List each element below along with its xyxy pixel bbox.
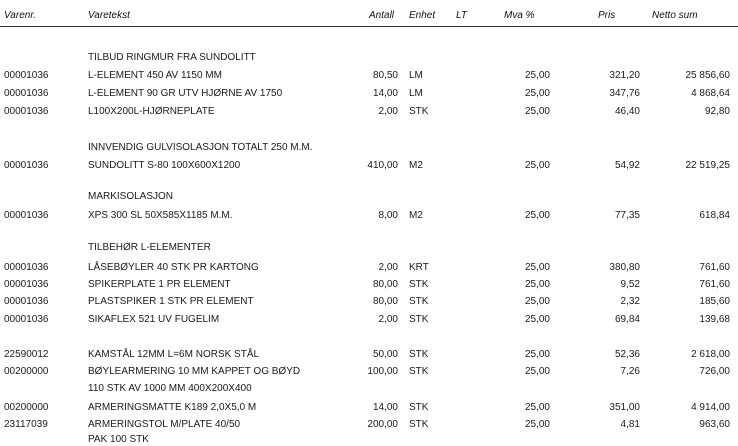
cell-varetekst: ARMERINGSTOL M/PLATE 40/50 [88, 419, 241, 430]
col-varenr-header: Varenr. [4, 10, 37, 21]
col-antall-header: Antall [369, 10, 395, 21]
cell-varetekst: SUNDOLITT S-80 100X600X1200 [88, 160, 241, 171]
col-mva-header: Mva % [504, 10, 535, 21]
cell-varetekst: L100X200L-HJØRNEPLATE [88, 106, 215, 117]
cell-netto: 22 519,25 [685, 160, 730, 171]
cell-pris: 52,36 [614, 349, 640, 360]
cell-netto: 139,68 [699, 314, 730, 325]
cell-varenr: 00200000 [4, 366, 49, 377]
cell-varetekst: LÅSEBØYLER 40 STK PR KARTONG [88, 262, 259, 273]
cell-mva: 25,00 [524, 419, 550, 430]
cell-varetekst: XPS 300 SL 50X585X1185 M.M. [88, 210, 233, 221]
cell-netto: 92,80 [704, 106, 730, 117]
cell-pris: 46,40 [614, 106, 640, 117]
cell-antall: 80,00 [372, 279, 398, 290]
cell-varetekst: KAMSTÅL 12MM L=6M NORSK STÅL [88, 349, 260, 360]
cell-pris: 4,81 [620, 419, 640, 430]
cell-antall: 200,00 [367, 419, 398, 430]
cell-pris: 77,35 [614, 210, 640, 221]
cell-varenr: 00001036 [4, 70, 49, 81]
cell-pris: 380,80 [609, 262, 640, 273]
cell-varenr: 00001036 [4, 279, 49, 290]
cell-mva: 25,00 [524, 88, 550, 99]
cell-antall: 410,00 [367, 160, 398, 171]
cell-varetekst: TILBUD RINGMUR FRA SUNDOLITT [88, 52, 256, 63]
cell-pris: 54,92 [614, 160, 640, 171]
cell-varetekst: L-ELEMENT 450 AV 1150 MM [88, 70, 222, 81]
col-enhet-header: Enhet [409, 10, 436, 21]
cell-mva: 25,00 [524, 160, 550, 171]
cell-antall: 8,00 [378, 210, 398, 221]
cell-antall: 2,00 [378, 106, 398, 117]
cell-enhet: M2 [409, 210, 423, 221]
cell-varetekst: ARMERINGSMATTE K189 2,0X5,0 M [88, 402, 257, 413]
cell-enhet: STK [409, 296, 429, 307]
cell-mva: 25,00 [524, 262, 550, 273]
cell-varetekst: PAK 100 STK [88, 434, 149, 445]
cell-mva: 25,00 [524, 366, 550, 377]
cell-varenr: 00200000 [4, 402, 49, 413]
cell-antall: 100,00 [367, 366, 398, 377]
cell-varenr: 00001036 [4, 160, 49, 171]
cell-antall: 50,00 [372, 349, 398, 360]
cell-netto: 2 618,00 [691, 349, 730, 360]
cell-varenr: 00001036 [4, 296, 49, 307]
cell-varetekst: SIKAFLEX 521 UV FUGELIM [88, 314, 220, 325]
cell-varetekst: 110 STK AV 1000 MM 400X200X400 [88, 383, 252, 394]
cell-enhet: STK [409, 349, 429, 360]
col-netto-sum-header: Netto sum [652, 10, 698, 21]
cell-varenr: 00001036 [4, 314, 49, 325]
cell-antall: 80,50 [372, 70, 398, 81]
cell-varenr: 00001036 [4, 210, 49, 221]
cell-varetekst: MARKISOLASJON [88, 191, 174, 202]
cell-netto: 963,60 [699, 419, 730, 430]
cell-mva: 25,00 [524, 106, 550, 117]
cell-netto: 4 914,00 [691, 402, 730, 413]
cell-varetekst: BØYLEARMERING 10 MM KAPPET OG BØYD [88, 366, 301, 377]
cell-enhet: M2 [409, 160, 423, 171]
cell-pris: 347,76 [609, 88, 640, 99]
cell-netto: 726,00 [699, 366, 730, 377]
col-varetekst-header: Varetekst [88, 10, 130, 21]
cell-enhet: STK [409, 279, 429, 290]
col-pris-header: Pris [598, 10, 616, 21]
cell-netto: 618,84 [699, 210, 730, 221]
cell-enhet: STK [409, 419, 429, 430]
cell-varetekst: L-ELEMENT 90 GR UTV HJØRNE AV 1750 [88, 88, 283, 99]
cell-antall: 2,00 [378, 262, 398, 273]
cell-mva: 25,00 [524, 402, 550, 413]
cell-pris: 9,52 [620, 279, 640, 290]
cell-pris: 69,84 [614, 314, 640, 325]
cell-pris: 7,26 [620, 366, 640, 377]
cell-enhet: LM [409, 70, 423, 81]
cell-mva: 25,00 [524, 279, 550, 290]
cell-netto: 761,60 [699, 279, 730, 290]
column-header-row [0, 0, 738, 27]
cell-netto: 761,60 [699, 262, 730, 273]
cell-varenr: 00001036 [4, 262, 49, 273]
cell-mva: 25,00 [524, 349, 550, 360]
cell-varetekst: INNVENDIG GULVISOLASJON TOTALT 250 M.M. [88, 142, 313, 153]
cell-varetekst: SPIKERPLATE 1 PR ELEMENT [88, 279, 231, 290]
cell-enhet: STK [409, 366, 429, 377]
cell-pris: 351,00 [609, 402, 640, 413]
cell-pris: 2,32 [620, 296, 640, 307]
cell-antall: 2,00 [378, 314, 398, 325]
cell-antall: 14,00 [372, 88, 398, 99]
cell-varenr: 00001036 [4, 106, 49, 117]
cell-enhet: LM [409, 88, 423, 99]
col-lt-header: LT [456, 10, 467, 21]
cell-mva: 25,00 [524, 70, 550, 81]
cell-varenr: 00001036 [4, 88, 49, 99]
cell-varetekst: PLASTSPIKER 1 STK PR ELEMENT [88, 296, 254, 307]
cell-netto: 25 856,60 [685, 70, 730, 81]
cell-enhet: STK [409, 106, 429, 117]
cell-antall: 14,00 [372, 402, 398, 413]
cell-varetekst: TILBEHØR L-ELEMENTER [88, 242, 211, 253]
cell-enhet: KRT [409, 262, 429, 273]
cell-varenr: 22590012 [4, 349, 49, 360]
cell-mva: 25,00 [524, 314, 550, 325]
cell-mva: 25,00 [524, 210, 550, 221]
cell-antall: 80,00 [372, 296, 398, 307]
cell-netto: 4 868,64 [691, 88, 730, 99]
cell-mva: 25,00 [524, 296, 550, 307]
cell-varenr: 23117039 [4, 419, 48, 430]
cell-enhet: STK [409, 402, 429, 413]
cell-enhet: STK [409, 314, 429, 325]
cell-pris: 321,20 [609, 70, 640, 81]
cell-netto: 185,60 [699, 296, 730, 307]
